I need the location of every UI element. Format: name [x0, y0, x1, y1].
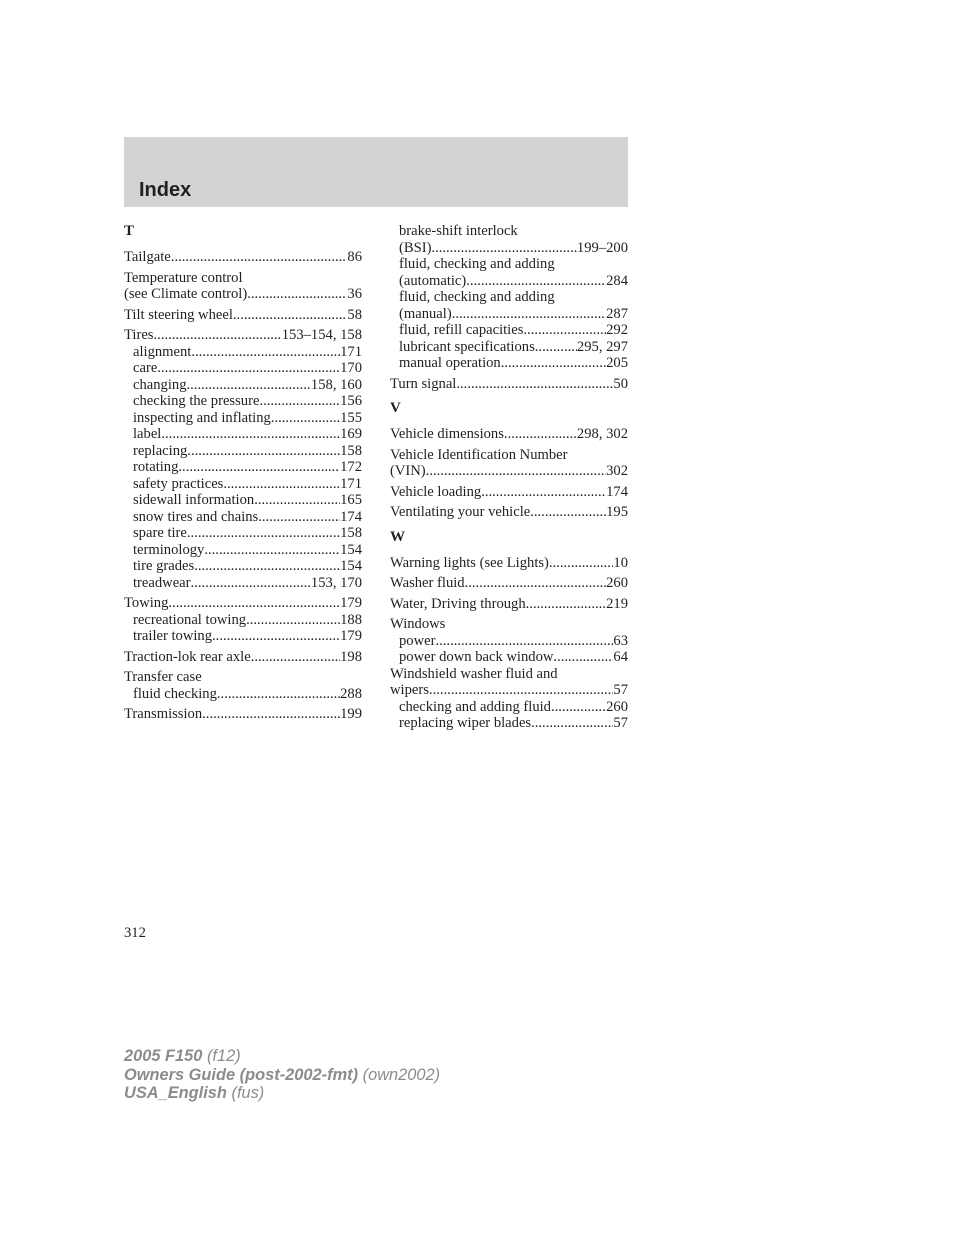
page-ref: 260 [606, 698, 628, 715]
leader-dots [258, 509, 340, 526]
page-ref: 63 [613, 632, 628, 649]
page-ref: 179 [340, 595, 362, 611]
subentry-label: care [133, 360, 158, 376]
section-letter-v: V [390, 400, 401, 416]
subentry-label: replacing [133, 442, 188, 459]
page-ref: 165 [340, 492, 362, 508]
subentry [124, 686, 362, 703]
page-ref: 158, 160 [310, 376, 362, 393]
index-entry-turn-signal [390, 376, 628, 393]
leader-dots [178, 459, 340, 476]
entry-label: Turn signal [390, 375, 457, 392]
leader-dots [551, 699, 606, 716]
subentry-label-cont: (manual) [399, 305, 452, 322]
footer-model: 2005 F150 [124, 1047, 203, 1065]
entry-label: Water, Driving through [390, 595, 526, 612]
subentry-label: snow tires and chains [133, 508, 259, 525]
leader-dots [153, 327, 281, 344]
page-ref: 288 [340, 685, 362, 702]
entry-label: Tires [124, 327, 154, 343]
entry-label: Windshield washer fluid and [390, 665, 558, 682]
index-entry-tailgate [124, 249, 362, 266]
subentry-label: treadwear [133, 574, 191, 591]
subentry [124, 459, 362, 476]
subentry [124, 509, 362, 526]
entry-label: Temperature control [124, 269, 243, 286]
page-ref: 198 [340, 648, 362, 665]
subentry-label: lubricant specifications [399, 338, 535, 355]
page-ref: 199–200 [576, 239, 628, 256]
section-letter-t: T [124, 223, 135, 239]
index-entry-towing [124, 595, 362, 645]
leader-dots [233, 307, 348, 324]
leader-dots [271, 410, 340, 427]
page-ref: 205 [606, 355, 628, 371]
index-column-left [124, 223, 362, 727]
index-entry-tires [124, 327, 362, 591]
page-ref: 154 [340, 558, 362, 574]
leader-dots [251, 649, 340, 666]
page-ref: 156 [340, 393, 362, 409]
page-ref: 174 [606, 483, 628, 500]
subentry-label: tire grades [133, 558, 195, 574]
index-entry-transmission [124, 706, 362, 723]
leader-dots [526, 596, 606, 613]
index-entry-vehicle-dimensions [390, 426, 628, 443]
section-letter-w: W [390, 528, 405, 545]
leader-dots [187, 377, 311, 394]
subentry [390, 715, 628, 732]
index-column-right [390, 223, 628, 736]
entry-label: Towing [124, 595, 169, 611]
subentry-label: fluid, checking and adding [399, 256, 555, 272]
leader-dots [530, 504, 606, 521]
entry-label-cont: (see Climate control) [124, 286, 248, 302]
index-entry-transfer-case [124, 669, 362, 702]
subentry-label: brake-shift interlock [399, 223, 518, 239]
page-ref: 219 [606, 595, 628, 612]
subentry [124, 476, 362, 493]
subentry [124, 542, 362, 559]
page-ref: 172 [340, 459, 362, 475]
page-ref: 171 [340, 343, 362, 360]
subentry-label: recreational towing [133, 611, 247, 628]
page-ref: 199 [340, 706, 362, 722]
leader-dots [191, 575, 311, 592]
index-entry-tilt-steering [124, 307, 362, 324]
leader-dots [456, 376, 613, 393]
page-ref: 153–154, 158 [281, 327, 362, 343]
entry-label-cont: (VIN) [390, 463, 426, 479]
leader-dots [187, 525, 340, 542]
page-ref: 58 [347, 306, 362, 323]
leader-dots [553, 649, 613, 666]
subentry-label: fluid checking [133, 685, 217, 702]
leader-dots [202, 706, 340, 723]
index-entry-ventilating [390, 504, 628, 521]
page-ref: 292 [606, 322, 628, 338]
page-ref: 260 [606, 575, 628, 591]
index-entry-vin [390, 447, 628, 480]
subentry [124, 492, 362, 509]
leader-dots [466, 273, 606, 290]
page-ref: 195 [606, 504, 628, 520]
page-ref: 64 [613, 649, 628, 665]
page-ref: 170 [340, 360, 362, 376]
subentry-label: checking the pressure [133, 393, 260, 409]
index-entry-vehicle-loading [390, 484, 628, 501]
subentry [124, 377, 362, 394]
page-ref: 169 [340, 426, 362, 442]
page-ref: 50 [613, 375, 628, 392]
leader-dots [157, 360, 340, 377]
footer-locale-code: (fus) [231, 1084, 265, 1102]
header-band [124, 137, 628, 207]
subentry-label: label [133, 426, 162, 442]
subentry [124, 410, 362, 427]
subentry [124, 612, 362, 629]
subentry-label: alignment [133, 343, 192, 360]
leader-dots [426, 463, 606, 480]
entry-label: Traction-lok rear axle [124, 648, 251, 665]
page-ref: 153, 170 [310, 574, 362, 591]
index-entry-traction-lok [124, 649, 362, 666]
page-ref: 188 [340, 611, 362, 628]
subentry-label: rotating [133, 459, 179, 475]
leader-dots [161, 426, 340, 443]
footer-locale: USA_English [124, 1084, 227, 1102]
leader-dots [431, 240, 576, 257]
entry-label: Tilt steering wheel [124, 306, 233, 323]
page-ref: 174 [340, 508, 362, 525]
subentry-label: inspecting and inflating [133, 409, 271, 426]
page-ref: 57 [613, 682, 628, 698]
leader-dots [204, 542, 340, 559]
subentry [390, 699, 628, 716]
page-ref: 86 [347, 249, 362, 265]
subentry-label: power down back window [399, 649, 554, 665]
subentry [124, 628, 362, 645]
leader-dots [429, 682, 613, 699]
index-entry-windshield-washer [390, 666, 628, 732]
subentry-label: trailer towing [133, 628, 213, 644]
index-entry-washer-fluid [390, 575, 628, 592]
page-title: Index [139, 179, 192, 201]
leader-dots [217, 686, 340, 703]
page-ref: 302 [606, 463, 628, 479]
subentry-label: checking and adding fluid [399, 698, 551, 715]
leader-dots [254, 492, 340, 509]
entry-label: Vehicle dimensions [390, 426, 504, 442]
page-ref: 295, 297 [576, 338, 628, 355]
page-ref: 155 [340, 409, 362, 426]
leader-dots [481, 484, 606, 501]
page-ref: 158 [340, 525, 362, 541]
subentry [124, 426, 362, 443]
footer-model-code: (f12) [206, 1047, 241, 1065]
leader-dots [191, 344, 340, 361]
entry-label: Transfer case [124, 669, 202, 685]
page-ref: 154 [340, 541, 362, 558]
leader-dots [212, 628, 340, 645]
page-ref: 10 [613, 554, 628, 571]
entry-label: Ventilating your vehicle [390, 504, 531, 520]
subentry-label: safety practices [133, 475, 224, 492]
subentry-label: sidewall information [133, 492, 255, 508]
page-ref: 36 [347, 286, 362, 302]
entry-label: Tailgate [124, 249, 171, 265]
subentry-label: terminology [133, 541, 205, 558]
leader-dots [223, 476, 340, 493]
leader-dots [259, 393, 340, 410]
page-ref: 57 [613, 715, 628, 731]
entry-label-cont: wipers [390, 682, 429, 698]
page-ref: 179 [340, 628, 362, 644]
subentry-label: power [399, 632, 436, 649]
leader-dots [246, 612, 340, 629]
leader-dots [523, 322, 606, 339]
subentry [124, 344, 362, 361]
entry-label: Vehicle loading [390, 483, 482, 500]
subentry [390, 633, 628, 650]
subentry [124, 393, 362, 410]
footer-guide-code: (own2002) [362, 1065, 441, 1084]
subentry [124, 443, 362, 460]
page-number: 312 [124, 925, 146, 941]
leader-dots [435, 633, 613, 650]
leader-dots [504, 426, 577, 443]
footer-line-guide [124, 1066, 440, 1085]
footer-line-locale [124, 1084, 440, 1103]
subentry-label-cont: (automatic) [399, 272, 467, 289]
subentry [124, 525, 362, 542]
leader-dots [549, 555, 613, 572]
subentry-label: fluid, checking and adding [399, 289, 555, 305]
index-entry-temperature-control [124, 270, 362, 303]
subentry-label-cont: (BSI) [399, 239, 432, 256]
page-ref: 298, 302 [576, 426, 628, 442]
subentry-label: changing [133, 376, 187, 393]
leader-dots [247, 286, 347, 303]
entry-label: Transmission [124, 706, 203, 722]
subentry [124, 575, 362, 592]
entry-label: Warning lights (see Lights) [390, 554, 549, 571]
leader-dots [187, 443, 340, 460]
leader-dots [531, 715, 613, 732]
subentry-label: fluid, refill capacities [399, 322, 524, 338]
page-ref: 171 [340, 475, 362, 492]
subentry-label: manual operation [399, 355, 501, 371]
entry-label: Windows [390, 616, 446, 632]
leader-dots [535, 339, 577, 356]
footer-line-model [124, 1047, 440, 1066]
page-ref: 287 [606, 305, 628, 322]
leader-dots [194, 558, 340, 575]
entry-label: Vehicle Identification Number [390, 446, 568, 463]
entry-label: Washer fluid [390, 575, 465, 591]
leader-dots [171, 249, 348, 266]
document-footer [124, 1047, 440, 1103]
page-ref: 158 [340, 442, 362, 459]
subentry-label: replacing wiper blades [399, 715, 532, 731]
leader-dots [465, 575, 607, 592]
leader-dots [452, 306, 606, 323]
index-entry-windows [390, 616, 628, 666]
subentry-label: spare tire [133, 525, 187, 541]
subentry [390, 649, 628, 666]
footer-guide: Owners Guide (post-2002-fmt) [124, 1065, 359, 1084]
index-entry-transmission-continued [390, 223, 628, 372]
leader-dots [168, 595, 340, 612]
subentry [124, 558, 362, 575]
leader-dots [501, 355, 606, 372]
page-ref: 284 [606, 272, 628, 289]
index-entry-warning-lights [390, 555, 628, 572]
subentry [124, 360, 362, 377]
index-entry-water-driving [390, 596, 628, 613]
